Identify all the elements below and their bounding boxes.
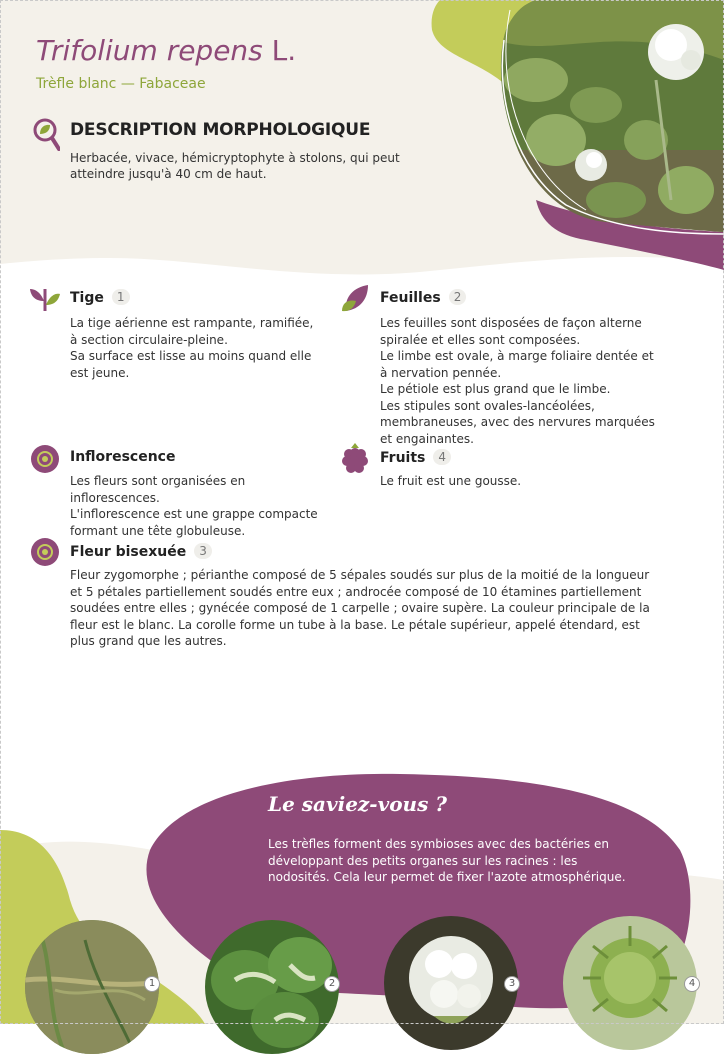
sprout-icon xyxy=(30,285,60,311)
fruits-title: Fruits xyxy=(380,450,426,466)
tige-title: Tige xyxy=(70,290,104,306)
tige-line-2: Sa surface est lisse au moins quand elle est jeune. xyxy=(70,349,312,380)
common-name-family: Trèfle blanc — Fabaceae xyxy=(36,76,206,92)
leaf-photo-art xyxy=(205,920,339,1054)
scientific-name: Trifolium repens xyxy=(36,34,263,67)
photo-number-4: 4 xyxy=(684,976,700,992)
stem-photo xyxy=(25,920,159,1054)
feuilles-text xyxy=(380,315,660,447)
fleur-text: Fleur zygomorphe ; périanthe composé de 5 sépales soudés sur plus de la moitié de la longueur et 5 pétales partiellement soudés entre eux ; androcée composé de 10 étamines partiellement soudées entre elles ; gynécée composé de 1 carpelle ; ovaire supère. La couleur principale de la fleur est le blanc. La corolle forme un tube à la base. Le pétale supérieur, appelé étendard, est plus grand que les autres. xyxy=(70,568,650,648)
inflorescence-line-2: L'inflorescence est une grappe compacte formant une tête globuleuse. xyxy=(70,507,318,538)
fruits-line-1: Le fruit est une gousse. xyxy=(380,474,522,488)
feuilles-heading xyxy=(380,289,466,306)
feuilles-line-1: Les feuilles sont disposées de façon alterne spiralée et elles sont composées. xyxy=(380,316,642,347)
fruit-photo-art xyxy=(563,916,697,1050)
author-abbrev: L. xyxy=(271,34,297,67)
feuilles-number-badge: 2 xyxy=(449,289,467,305)
clover-photo-main xyxy=(496,0,724,270)
photo-number-1: 1 xyxy=(144,976,160,992)
berry-icon xyxy=(341,442,369,474)
page-title xyxy=(36,34,296,67)
inflorescence-text xyxy=(70,473,330,539)
description-text: Herbacée, vivace, hémicryptophyte à stolons, qui peut atteindre jusqu'à 40 cm de haut. xyxy=(70,151,400,181)
feuilles-line-4: Les stipules sont ovales-lancéolées, membraneuses, avec des nervures marquées et engainantes. xyxy=(380,398,655,446)
inflorescence-heading: Inflorescence xyxy=(70,449,176,465)
flower-cluster-glyph xyxy=(31,445,59,473)
feuilles-line-2: Le limbe est ovale, à marge foliaire dentée et à nervation pennée. xyxy=(380,349,654,380)
fleur-title: Fleur bisexuée xyxy=(70,544,187,560)
feuilles-title: Feuilles xyxy=(380,290,441,306)
fruits-number-badge: 4 xyxy=(433,449,451,465)
tige-number-badge: 1 xyxy=(112,289,130,305)
photo-number-2: 2 xyxy=(324,976,340,992)
flower-glyph xyxy=(31,538,59,566)
flower-cluster-icon xyxy=(31,445,59,473)
fruits-text xyxy=(380,473,660,490)
tige-line-1: La tige aérienne est rampante, ramifiée, à section circulaire-pleine. xyxy=(70,316,314,347)
flower-photo-art xyxy=(384,916,518,1050)
description-heading: DESCRIPTION MORPHOLOGIQUE xyxy=(70,120,371,140)
fleur-number-badge: 3 xyxy=(194,543,212,559)
fleur-heading xyxy=(70,543,212,560)
inflorescence-line-1: Les fleurs sont organisées en inflorescences. xyxy=(70,474,246,505)
feuilles-line-3: Le pétiole est plus grand que le limbe. xyxy=(380,382,611,396)
stem-photo-art xyxy=(25,920,159,1054)
tige-heading xyxy=(70,289,130,306)
flower-photo xyxy=(384,916,518,1050)
tige-text xyxy=(70,315,322,381)
magnifier-leaf-icon xyxy=(32,117,60,151)
saviez-vous-title: Le saviez-vous ? xyxy=(268,792,448,816)
flower-icon xyxy=(31,538,59,566)
fruit-photo xyxy=(563,916,697,1050)
leaves-icon xyxy=(340,283,370,313)
leaf-photo xyxy=(205,920,339,1054)
fruits-heading xyxy=(380,449,451,466)
photo-number-3: 3 xyxy=(504,976,520,992)
saviez-vous-text: Les trèfles forment des symbioses avec des bactéries en développant des petits organes sur les racines : les nodosités. Cela leur permet de fixer l'azote atmosphérique. xyxy=(268,837,626,884)
